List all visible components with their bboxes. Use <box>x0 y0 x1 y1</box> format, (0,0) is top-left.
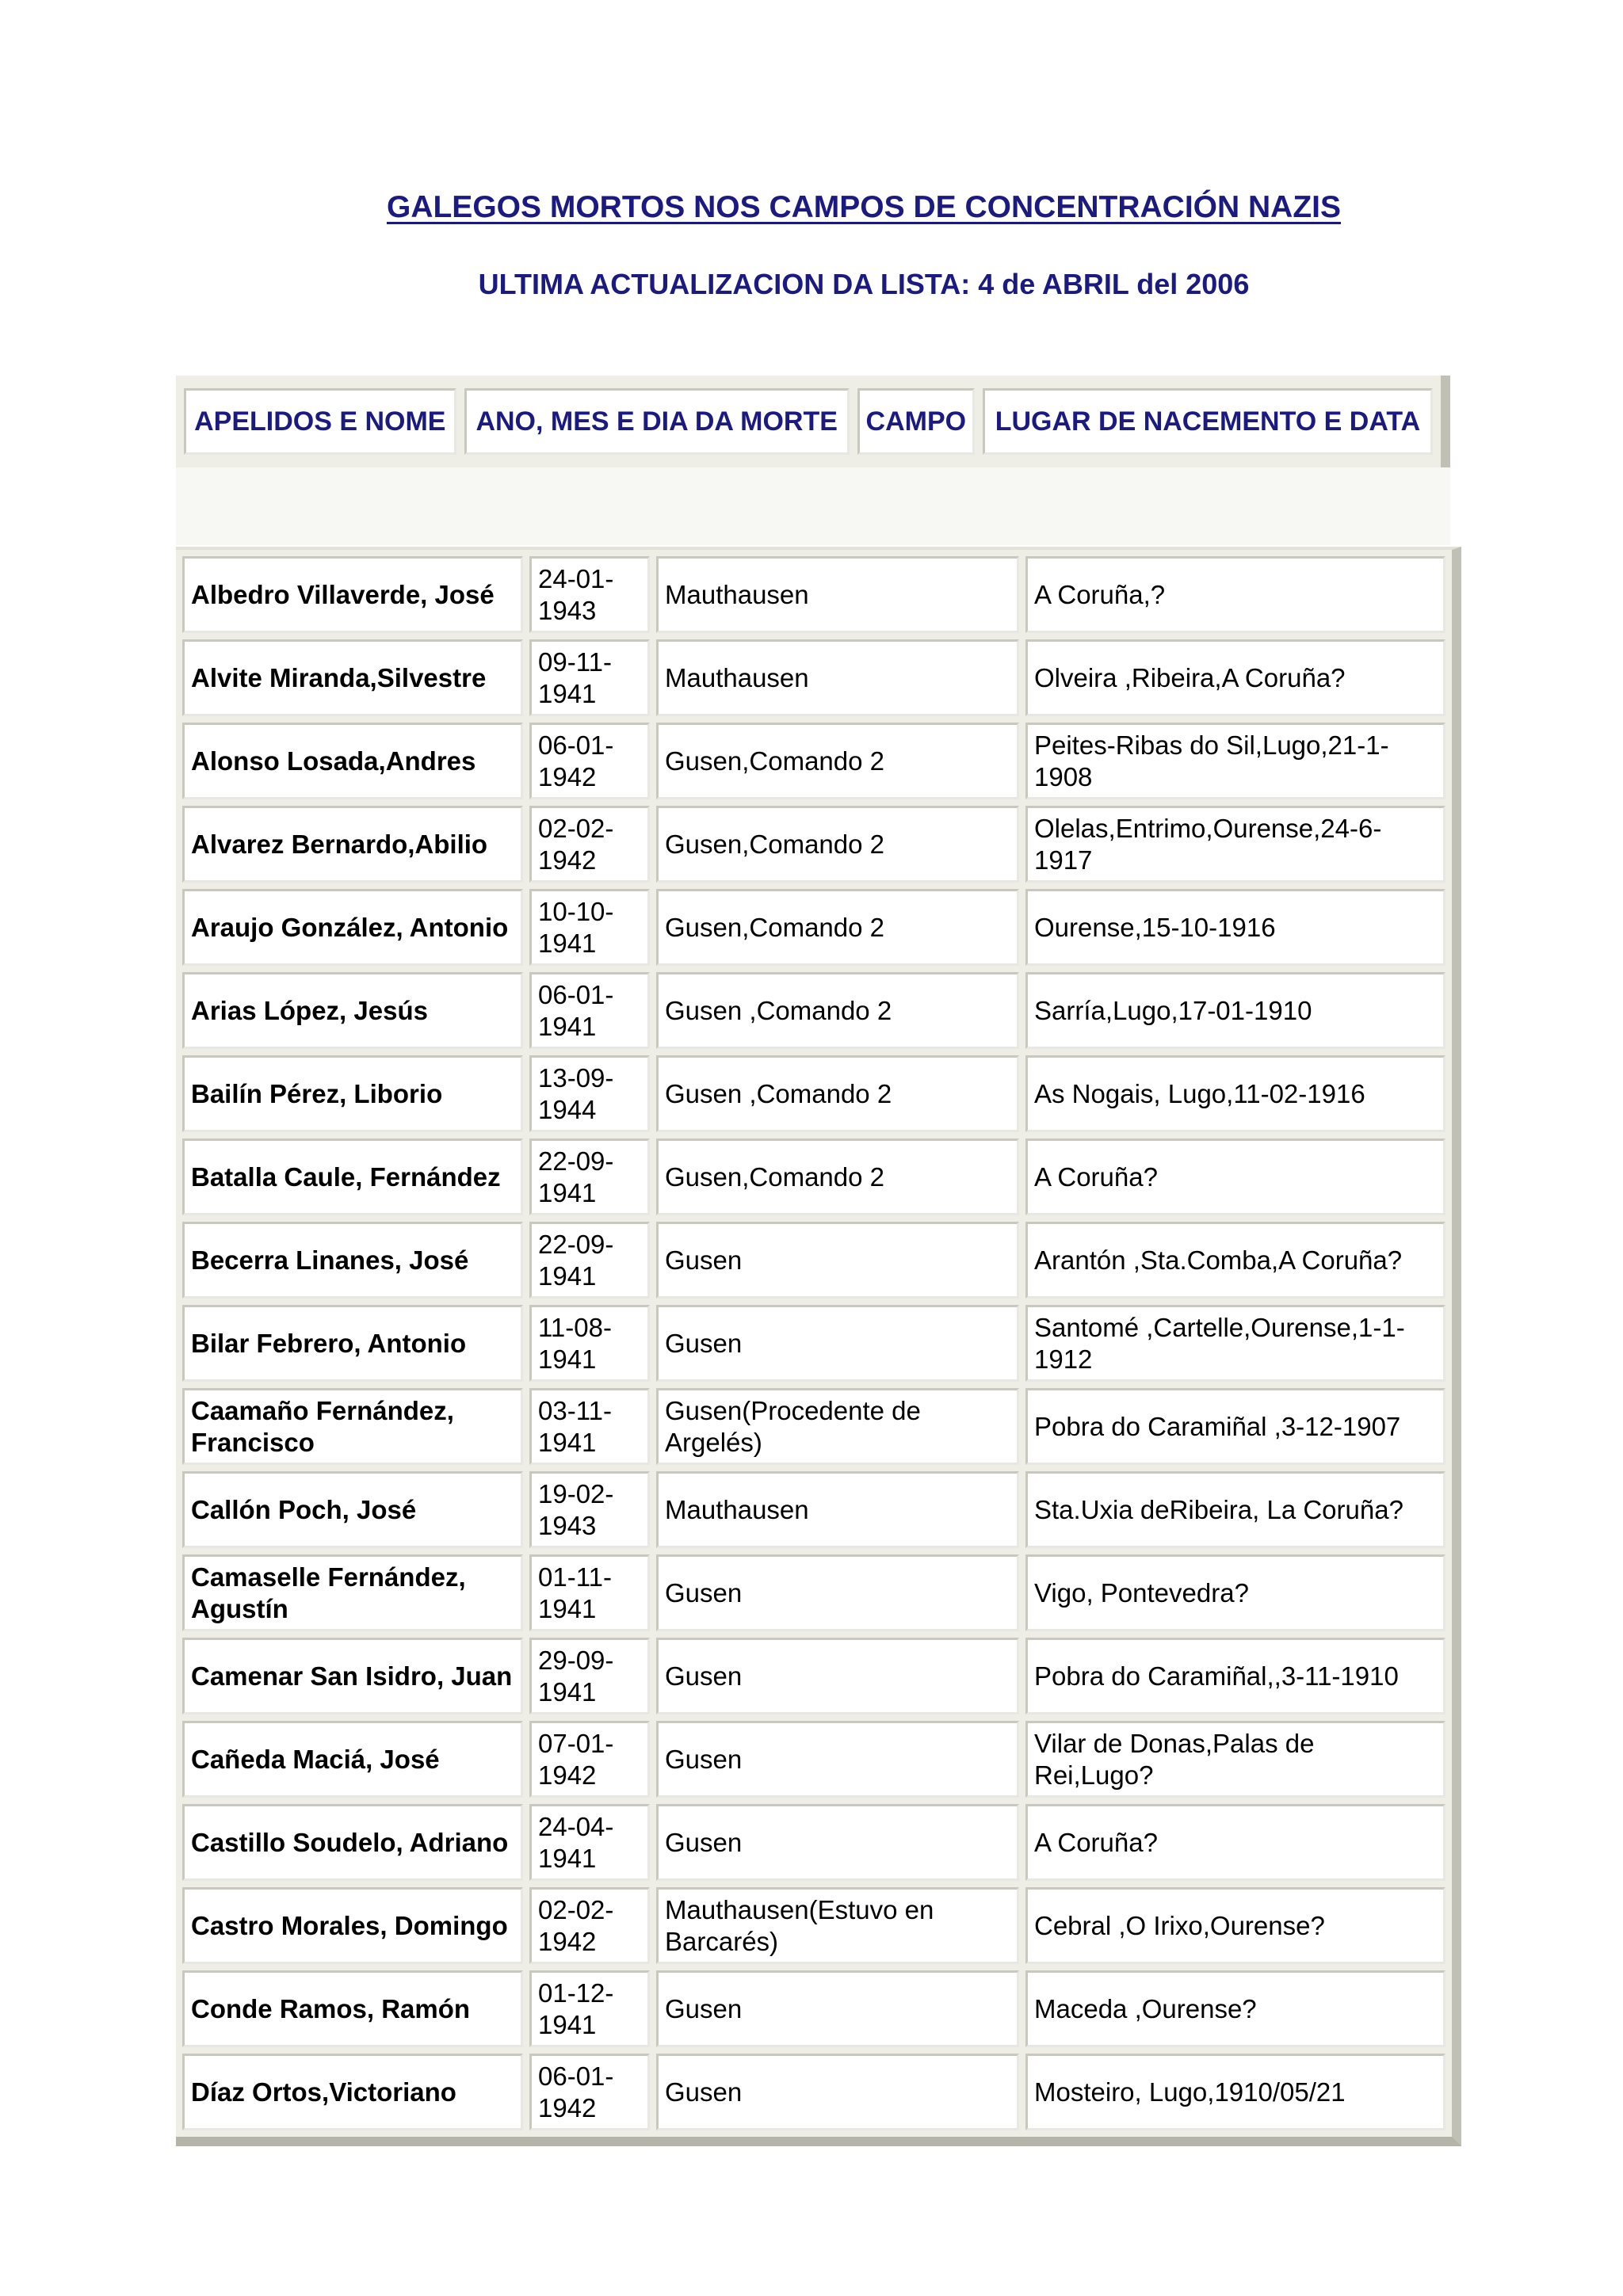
cell-camp: Gusen <box>656 1721 1019 1798</box>
cell-death-date: 07-01-1942 <box>529 1721 650 1798</box>
header-death-date: ANO, MES E DIA DA MORTE <box>464 388 850 455</box>
cell-camp: Gusen <box>656 2054 1019 2130</box>
cell-name: Bailín Pérez, Liborio <box>182 1055 523 1132</box>
cell-birthplace: Mosteiro, Lugo,1910/05/21 <box>1025 2054 1445 2130</box>
cell-death-date: 06-01-1942 <box>529 2054 650 2130</box>
cell-name: Díaz Ortos,Victoriano <box>182 2054 523 2130</box>
cell-name: Camaselle Fernández, Agustín <box>182 1554 523 1631</box>
header-camp: CAMPO <box>857 388 975 455</box>
cell-camp: Gusen,Comando 2 <box>656 723 1019 799</box>
cell-name: Alvarez Bernardo,Abilio <box>182 806 523 883</box>
cell-birthplace: Olveira ,Ribeira,A Coruña? <box>1025 639 1445 716</box>
cell-death-date: 24-01-1943 <box>529 556 650 633</box>
cell-death-date: 03-11-1941 <box>529 1388 650 1465</box>
cell-name: Conde Ramos, Ramón <box>182 1970 523 2047</box>
cell-name: Castillo Soudelo, Adriano <box>182 1804 523 1881</box>
cell-death-date: 22-09-1941 <box>529 1222 650 1299</box>
cell-death-date: 01-12-1941 <box>529 1970 650 2047</box>
cell-birthplace: Vilar de Donas,Palas de Rei,Lugo? <box>1025 1721 1445 1798</box>
cell-name: Bilar Febrero, Antonio <box>182 1305 523 1382</box>
cell-camp: Gusen,Comando 2 <box>656 1138 1019 1215</box>
cell-birthplace: Pobra do Caramiñal ,3-12-1907 <box>1025 1388 1445 1465</box>
cell-name: Albedro Villaverde, José <box>182 556 523 633</box>
table-row <box>182 639 1445 716</box>
cell-name: Araujo González, Antonio <box>182 889 523 966</box>
cell-death-date: 13-09-1944 <box>529 1055 650 1132</box>
cell-birthplace: Peites-Ribas do Sil,Lugo,21-1-1908 <box>1025 723 1445 799</box>
cell-camp: Gusen,Comando 2 <box>656 889 1019 966</box>
table-row <box>182 1138 1445 1215</box>
victims-table-body <box>182 556 1445 2130</box>
cell-birthplace: Santomé ,Cartelle,Ourense,1-1-1912 <box>1025 1305 1445 1382</box>
cell-death-date: 09-11-1941 <box>529 639 650 716</box>
cell-death-date: 06-01-1942 <box>529 723 650 799</box>
cell-birthplace: A Coruña? <box>1025 1804 1445 1881</box>
table-row <box>182 2054 1445 2130</box>
cell-camp: Gusen <box>656 1804 1019 1881</box>
cell-camp: Mauthausen <box>656 556 1019 633</box>
table-row <box>182 889 1445 966</box>
table-row <box>182 1887 1445 1964</box>
cell-death-date: 06-01-1941 <box>529 972 650 1049</box>
separator-band <box>176 467 1450 545</box>
cell-birthplace: Arantón ,Sta.Comba,A Coruña? <box>1025 1222 1445 1299</box>
cell-birthplace: Ourense,15-10-1916 <box>1025 889 1445 966</box>
cell-name: Arias López, Jesús <box>182 972 523 1049</box>
header-row <box>184 388 1433 455</box>
cell-camp: Gusen,Comando 2 <box>656 806 1019 883</box>
cell-name: Cañeda Maciá, José <box>182 1721 523 1798</box>
page-subtitle: ULTIMA ACTUALIZACION DA LISTA: 4 de ABRIL del 2006 <box>478 268 1250 300</box>
cell-birthplace: Olelas,Entrimo,Ourense,24-6-1917 <box>1025 806 1445 883</box>
cell-name: Batalla Caule, Fernández <box>182 1138 523 1215</box>
table-row <box>182 1305 1445 1382</box>
cell-camp: Gusen <box>656 1305 1019 1382</box>
cell-death-date: 22-09-1941 <box>529 1138 650 1215</box>
cell-camp: Mauthausen(Estuvo en Barcarés) <box>656 1887 1019 1964</box>
cell-name: Callón Poch, José <box>182 1471 523 1548</box>
table-row <box>182 1804 1445 1881</box>
victims-table <box>176 547 1461 2146</box>
cell-death-date: 10-10-1941 <box>529 889 650 966</box>
table-row <box>182 1638 1445 1714</box>
cell-birthplace: Pobra do Caramiñal,,3-11-1910 <box>1025 1638 1445 1714</box>
cell-camp: Gusen ,Comando 2 <box>656 1055 1019 1132</box>
cell-birthplace: A Coruña,? <box>1025 556 1445 633</box>
cell-camp: Gusen ,Comando 2 <box>656 972 1019 1049</box>
cell-camp: Gusen <box>656 1554 1019 1631</box>
cell-name: Camenar San Isidro, Juan <box>182 1638 523 1714</box>
table-row <box>182 806 1445 883</box>
table-row <box>182 723 1445 799</box>
page-title: GALEGOS MORTOS NOS CAMPOS DE CONCENTRACIÓN NAZIS <box>386 190 1341 224</box>
header-name: APELIDOS E NOME <box>184 388 456 455</box>
cell-birthplace: A Coruña? <box>1025 1138 1445 1215</box>
cell-death-date: 24-04-1941 <box>529 1804 650 1881</box>
cell-name: Caamaño Fernández, Francisco <box>182 1388 523 1465</box>
table-row <box>182 1222 1445 1299</box>
cell-birthplace: Vigo, Pontevedra? <box>1025 1554 1445 1631</box>
cell-camp: Gusen <box>656 1638 1019 1714</box>
cell-death-date: 11-08-1941 <box>529 1305 650 1382</box>
table-row <box>182 1055 1445 1132</box>
cell-camp: Gusen(Procedente de Argelés) <box>656 1388 1019 1465</box>
table-row <box>182 972 1445 1049</box>
column-header-table <box>176 376 1450 477</box>
table-row <box>182 556 1445 633</box>
cell-name: Becerra Linanes, José <box>182 1222 523 1299</box>
table-row <box>182 1471 1445 1548</box>
cell-death-date: 01-11-1941 <box>529 1554 650 1631</box>
cell-camp: Mauthausen <box>656 639 1019 716</box>
cell-death-date: 19-02-1943 <box>529 1471 650 1548</box>
cell-death-date: 02-02-1942 <box>529 806 650 883</box>
table-row <box>182 1554 1445 1631</box>
cell-birthplace: Maceda ,Ourense? <box>1025 1970 1445 2047</box>
cell-birthplace: Cebral ,O Irixo,Ourense? <box>1025 1887 1445 1964</box>
table-row <box>182 1721 1445 1798</box>
cell-death-date: 02-02-1942 <box>529 1887 650 1964</box>
cell-birthplace: As Nogais, Lugo,11-02-1916 <box>1025 1055 1445 1132</box>
cell-camp: Gusen <box>656 1222 1019 1299</box>
cell-birthplace: Sta.Uxia deRibeira, La Coruña? <box>1025 1471 1445 1548</box>
cell-name: Alonso Losada,Andres <box>182 723 523 799</box>
table-row <box>182 1970 1445 2047</box>
table-row <box>182 1388 1445 1465</box>
cell-birthplace: Sarría,Lugo,17-01-1910 <box>1025 972 1445 1049</box>
cell-name: Castro Morales, Domingo <box>182 1887 523 1964</box>
cell-name: Alvite Miranda,Silvestre <box>182 639 523 716</box>
cell-death-date: 29-09-1941 <box>529 1638 650 1714</box>
cell-camp: Mauthausen <box>656 1471 1019 1548</box>
cell-camp: Gusen <box>656 1970 1019 2047</box>
header-birthplace: LUGAR DE NACEMENTO E DATA <box>983 388 1433 455</box>
